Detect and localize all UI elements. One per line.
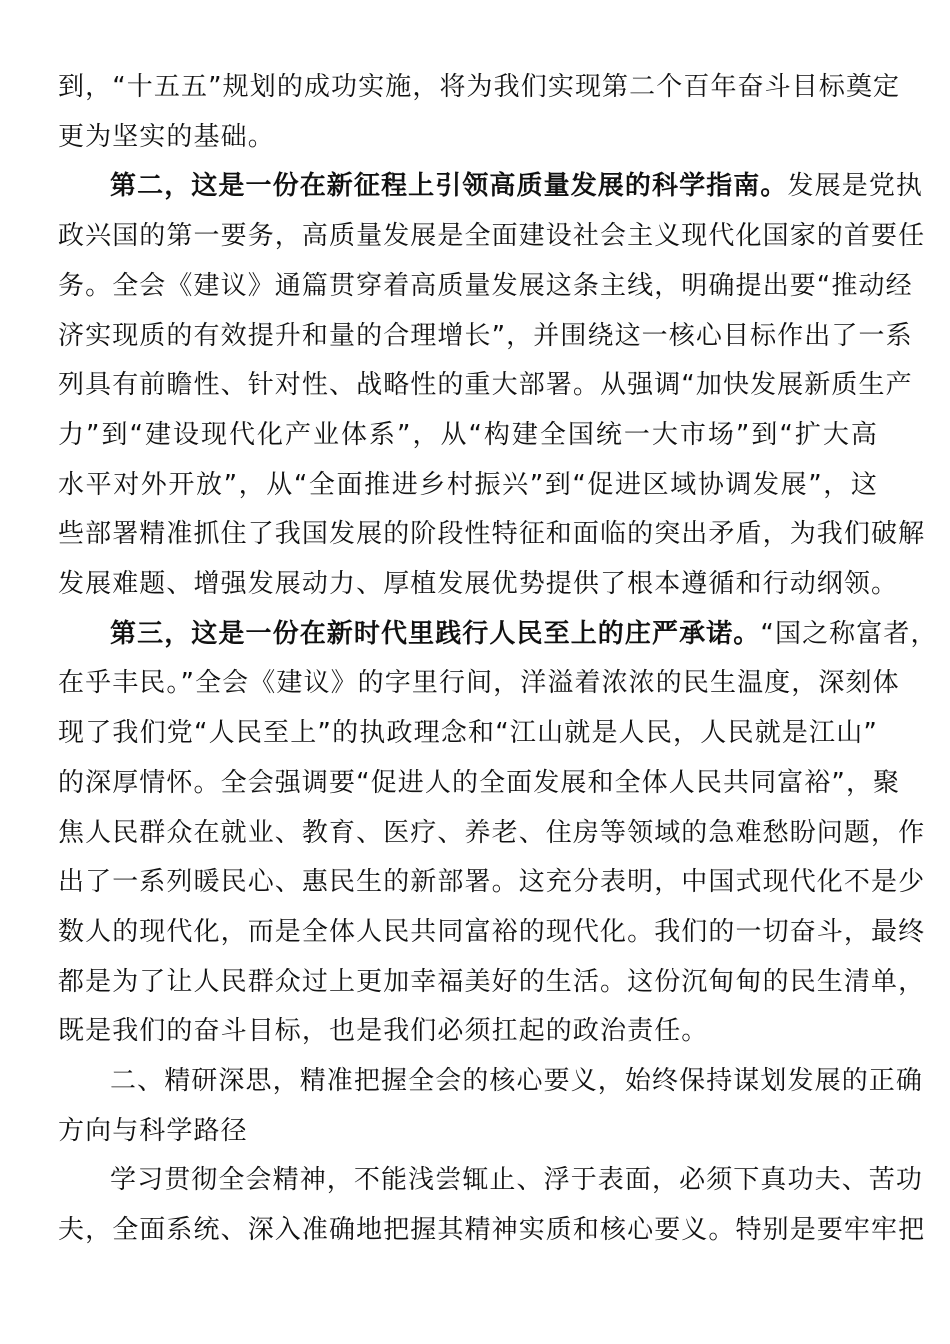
section-heading	[58, 1057, 924, 1156]
paragraph-lead-bold: 第二，这是一份在新征程上引领高质量发展的科学指南。	[110, 171, 788, 202]
text-line: 二、精研深思，精准把握全会的核心要义，始终保持谋划发展的正确	[110, 1066, 924, 1097]
text-line: 发展难题、增强发展动力、厚植发展优势提供了根本遵循和行动纲领。	[58, 569, 899, 600]
text-line	[58, 162, 924, 212]
text-line: 更为坚实的基础。	[58, 121, 275, 152]
text-line: 都是为了让人民群众过上更加幸福美好的生活。这份沉甸甸的民生清单，	[58, 966, 926, 997]
paragraph-second-point	[58, 162, 926, 609]
paragraph-lead-bold: 第三，这是一份在新时代里践行人民至上的庄严承诺。	[110, 618, 761, 649]
paragraph-third-point	[58, 610, 938, 1057]
text-line: 夫，全面系统、深入准确地把握其精神实质和核心要义。特别是要牢牢把	[58, 1215, 926, 1246]
text-line: 数人的现代化，而是全体人民共同富裕的现代化。我们的一切奋斗，最终	[58, 916, 926, 947]
text-line: 到，“十五五”规划的成功实施，将为我们实现第二个百年奋斗目标奠定	[58, 72, 901, 102]
text-line: 的深厚情怀。全会强调要“促进人的全面发展和全体人民共同富裕”，聚	[58, 767, 901, 798]
text-line: 焦人民群众在就业、教育、医疗、养老、住房等领域的急难愁盼问题，作	[58, 817, 926, 848]
text-line: 务。全会《建议》通篇贯穿着高质量发展这条主线，明确提出要“推动经	[58, 270, 913, 301]
text-run: “国之称富者，	[760, 618, 938, 649]
text-run: 发展是党执	[787, 171, 924, 202]
document-page	[58, 63, 938, 1256]
paragraph-body	[58, 1156, 926, 1255]
text-line: 学习贯彻全会精神，不能浅尝辄止、浮于表面，必须下真功夫、苦功	[110, 1165, 924, 1196]
text-line: 方向与科学路径	[58, 1115, 248, 1146]
text-line: 出了一系列暖民心、惠民生的新部署。这充分表明，中国式现代化不是少	[58, 867, 926, 898]
text-line: 水平对外开放”，从“全面推进乡村振兴”到“促进区域协调发展”，这	[58, 469, 878, 500]
text-line: 列具有前瞻性、针对性、战略性的重大部署。从强调“加快发展新质生产	[58, 370, 913, 401]
paragraph-continuation	[58, 63, 901, 162]
text-line: 力”到“建设现代化产业体系”，从“构建全国统一大市场”到“扩大高	[58, 419, 878, 450]
text-line: 些部署精准抓住了我国发展的阶段性特征和面临的突出矛盾，为我们破解	[58, 519, 926, 550]
text-line: 现了我们党“人民至上”的执政理念和“江山就是人民，人民就是江山”	[58, 718, 878, 749]
text-line: 在乎丰民。”全会《建议》的字里行间，洋溢着浓浓的民生温度，深刻体	[58, 668, 900, 699]
text-line: 济实现质的有效提升和量的合理增长”，并围绕这一核心目标作出了一系	[58, 320, 913, 351]
text-line	[58, 610, 938, 660]
text-line: 政兴国的第一要务，高质量发展是全面建设社会主义现代化国家的首要任	[58, 221, 926, 252]
text-line: 既是我们的奋斗目标，也是我们必须扛起的政治责任。	[58, 1016, 709, 1047]
